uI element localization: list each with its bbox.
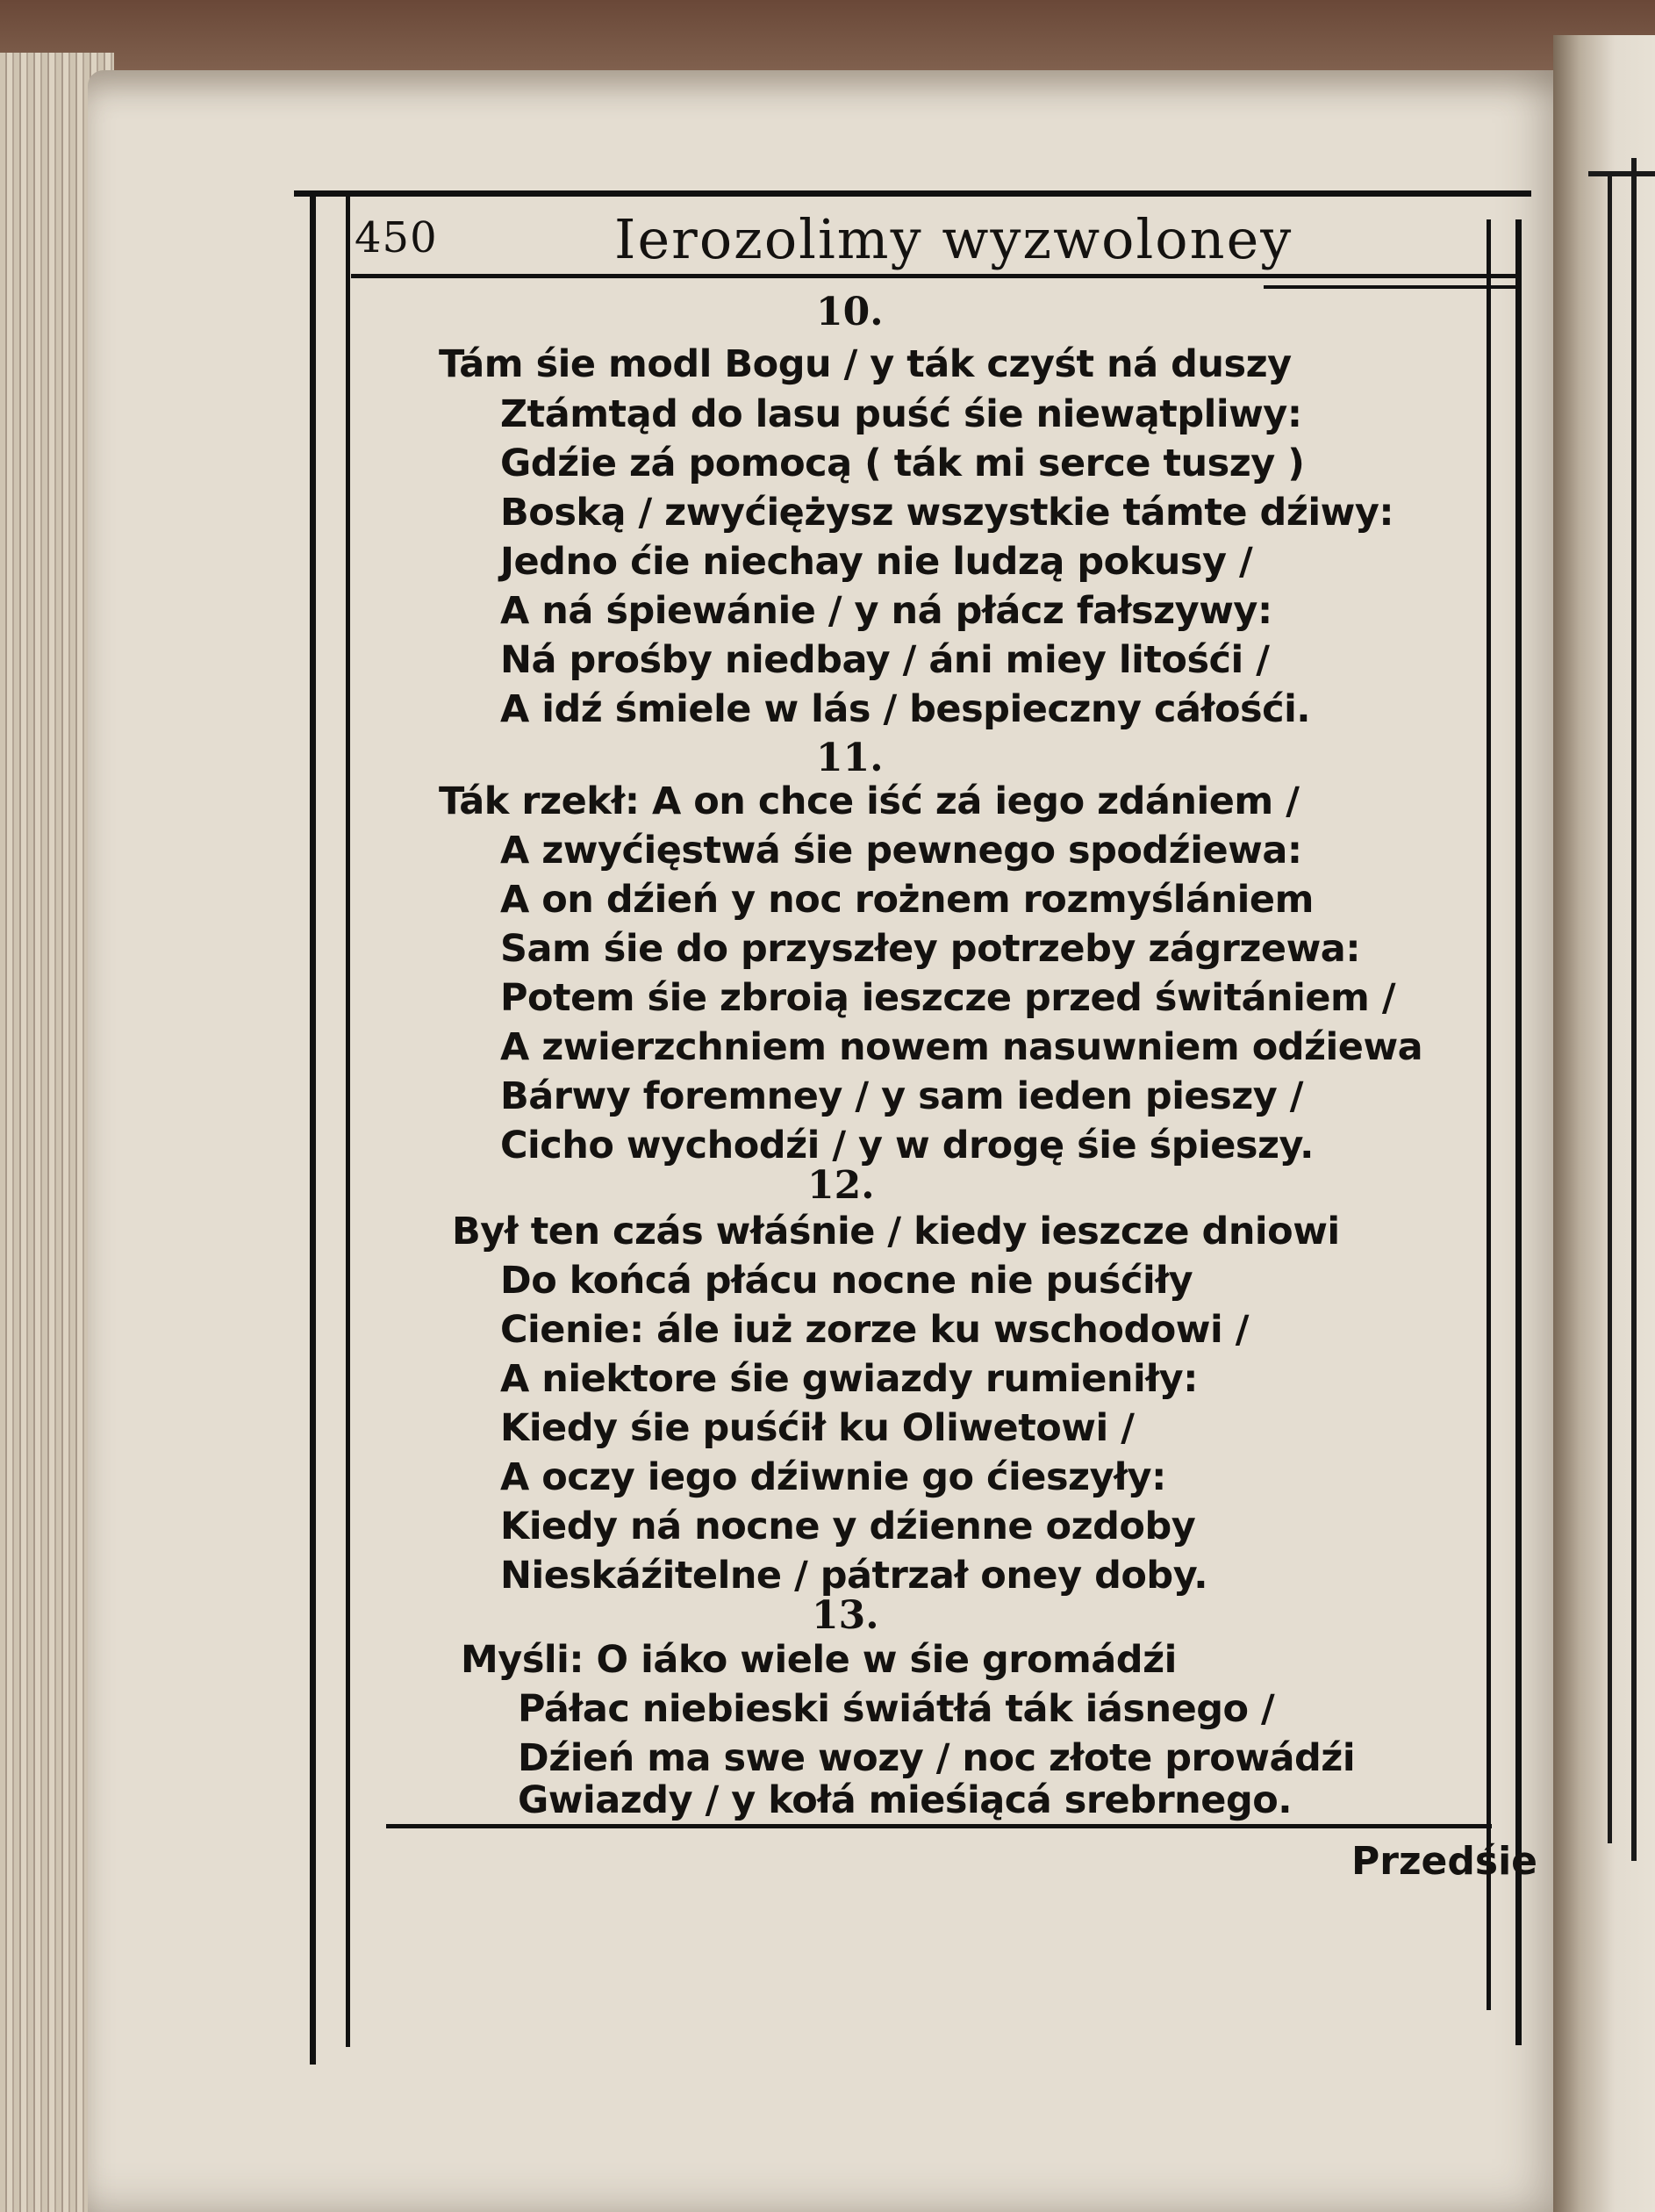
verse-line: Ztámtąd do lasu puść śie niewątpliwy: [500, 392, 1302, 436]
verse-line: A zwierzchniem nowem nasuwniem odźiewa [500, 1025, 1423, 1069]
verse-line: Był ten czás włáśnie / kiedy ieszcze dniowi [452, 1210, 1340, 1253]
verse-line: Gwiazdy / y kołá mieśiącá srebrnego. [518, 1778, 1293, 1822]
verse-line: Ná prośby niedbay / áni miey litośći / [500, 638, 1270, 682]
verse-line: A ná śpiewánie / y ná płácz fałszywy: [500, 589, 1272, 633]
verse-line: A niektore śie gwiazdy rumieniły: [500, 1357, 1198, 1401]
verse-line: Kiedy śie puśćił ku Oliwetowi / [500, 1406, 1135, 1450]
verse-line: Myśli: O iáko wiele w śie gromádźi [461, 1638, 1177, 1682]
verse-line: A on dźień y noc rożnem rozmyślániem [500, 878, 1314, 922]
stanza-number: 13. [812, 1593, 879, 1638]
stanza-number: 10. [816, 290, 884, 334]
verse-line: Nieskáźitelne / pátrzał oney doby. [500, 1554, 1208, 1598]
header-rule-secondary [1264, 285, 1518, 289]
verse-line: Páłac niebieski świátłá ták iásnego / [518, 1687, 1275, 1731]
frame-left-inner-rule [346, 195, 350, 2047]
verse-line: A idź śmiele w lás / bespieczny cáłośći. [500, 687, 1311, 731]
verse-line: Potem śie zbroią ieszcze przed świtániem / [500, 976, 1396, 1020]
header-rule [351, 274, 1518, 278]
facing-page-frame [1608, 176, 1655, 1843]
verse-line: Sam śie do przyszłey potrzeby zágrzewa: [500, 927, 1361, 971]
stanza-number: 12. [807, 1163, 875, 1208]
frame-right-inner-rule [1487, 219, 1491, 2010]
verse-line: A zwyćięstwá śie pewnego spodźiewa: [500, 829, 1302, 873]
catchword: Przedśie [1351, 1839, 1538, 1884]
verse-line: Boską / zwyćiężysz wszystkie támte dźiwy: [500, 491, 1394, 535]
verse-line: Do końcá płácu nocne nie puśćiły [500, 1259, 1193, 1303]
stanza-number: 11. [816, 736, 884, 780]
verse-line: Bárwy foremney / y sam ieden pieszy / [500, 1074, 1303, 1118]
verse-line: Kiedy ná nocne y dźienne ozdoby [500, 1505, 1196, 1548]
verse-line: Cienie: ále iuż zorze ku wschodowi / [500, 1308, 1249, 1352]
verse-line: Jedno ćie niechay nie ludzą pokusy / [500, 540, 1253, 584]
frame-top-rule [294, 190, 1531, 197]
page-number: 450 [355, 213, 438, 262]
verse-line: Ták rzekł: A on chce iść zá iego zdániem / [439, 779, 1300, 823]
verse-line: Dźień ma swe wozy / noc złote prowádźi [518, 1736, 1356, 1780]
verse-line: Gdźie zá pomocą ( ták mi serce tuszy ) [500, 442, 1305, 485]
verse-line: Tám śie modl Bogu / y ták czyśt ná duszy [439, 342, 1292, 386]
verse-line: Cicho wychodźi / y w drogę śie śpieszy. [500, 1124, 1314, 1167]
running-head: Ierozolimy wyzwoloney [614, 207, 1293, 271]
frame-left-outer-rule [310, 195, 316, 2065]
verse-line: A oczy iego dźiwnie go ćieszyły: [500, 1455, 1166, 1499]
footer-rule [386, 1824, 1492, 1828]
frame-right-outer-rule [1515, 219, 1522, 2045]
